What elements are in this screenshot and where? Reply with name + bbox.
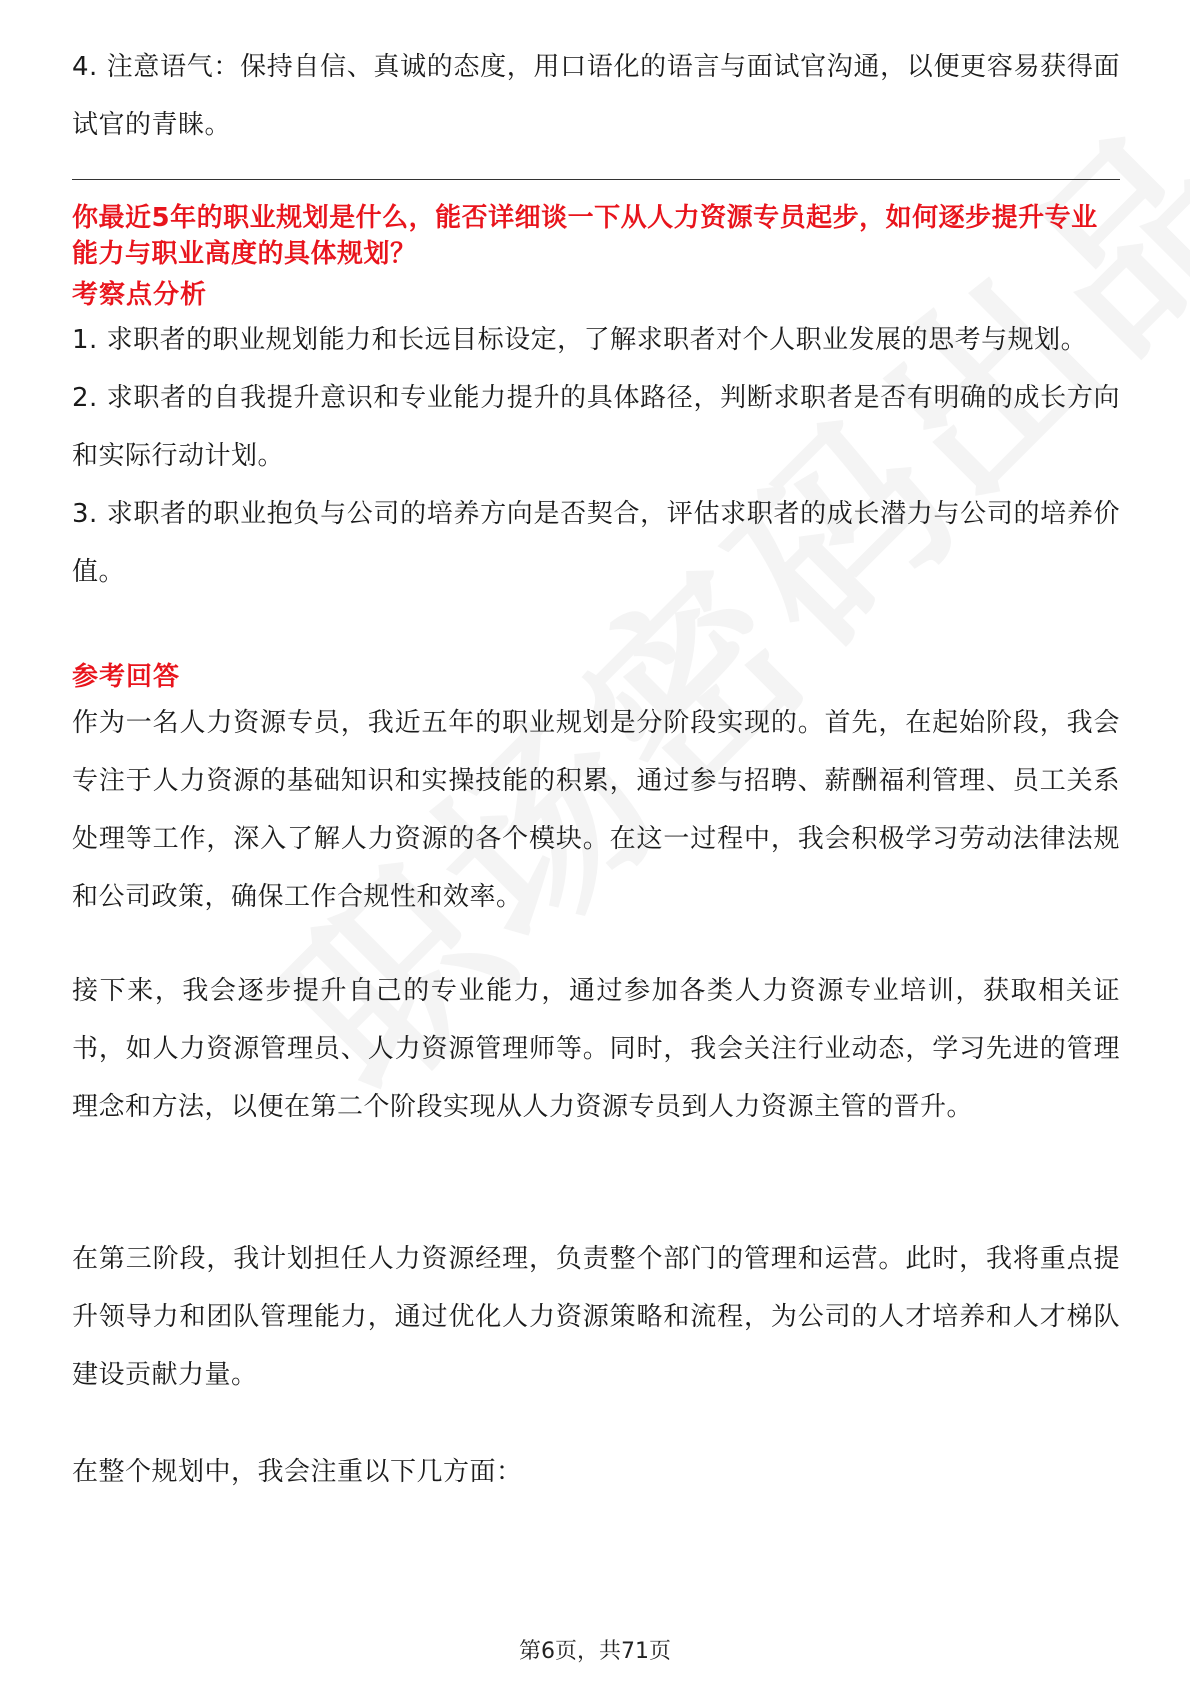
question-title: 你最近5年的职业规划是什么，能否详细谈一下从人力资源专员起步，如何逐步提升专业能力与职业高度的具体规划？	[72, 203, 1098, 269]
tip-text: 4. 注意语气：保持自信、真诚的态度，用口语化的语言与面试官沟通，以便更容易获得面试官的青睐。	[72, 52, 1120, 140]
analysis-list	[72, 311, 1120, 601]
page-number: 第6页，共71页	[519, 1639, 671, 1664]
answer-para-4	[72, 1443, 1120, 1501]
answer-para-2	[72, 962, 1120, 1136]
answer-heading: 参考回答	[72, 662, 181, 692]
answer-text: 接下来，我会逐步提升自己的专业能力，通过参加各类人力资源专业培训，获取相关证书，如人力资源管理员、人力资源管理师等。同时，我会关注行业动态，学习先进的管理理念和方法，以便在第二个阶段实现从人力资源专员到人力资源主管的晋升。	[72, 976, 1120, 1122]
answer-para-1	[72, 694, 1120, 926]
answer-text: 在第三阶段，我计划担任人力资源经理，负责整个部门的管理和运营。此时，我将重点提升领导力和团队管理能力，通过优化人力资源策略和流程，为公司的人才培养和人才梯队建设贡献力量。	[72, 1244, 1120, 1390]
analysis-heading: 考察点分析	[72, 280, 208, 310]
analysis-item: 3. 求职者的职业抱负与公司的培养方向是否契合，评估求职者的成长潜力与公司的培养价值。	[72, 499, 1120, 587]
section-divider	[72, 179, 1120, 180]
analysis-item: 1. 求职者的职业规划能力和长远目标设定，了解求职者对个人职业发展的思考与规划。	[72, 325, 1088, 355]
answer-text: 在整个规划中，我会注重以下几方面：	[72, 1457, 523, 1487]
analysis-item: 2. 求职者的自我提升意识和专业能力提升的具体路径，判断求职者是否有明确的成长方向和实际行动计划。	[72, 383, 1120, 471]
answer-text: 作为一名人力资源专员，我近五年的职业规划是分阶段实现的。首先，在起始阶段，我会专注于人力资源的基础知识和实操技能的积累，通过参与招聘、薪酬福利管理、员工关系处理等工作，深入了解人力资源的各个模块。在这一过程中，我会积极学习劳动法律法规和公司政策，确保工作合规性和效率。	[72, 708, 1120, 912]
answer-para-3	[72, 1230, 1120, 1404]
previous-tip	[72, 38, 1120, 154]
